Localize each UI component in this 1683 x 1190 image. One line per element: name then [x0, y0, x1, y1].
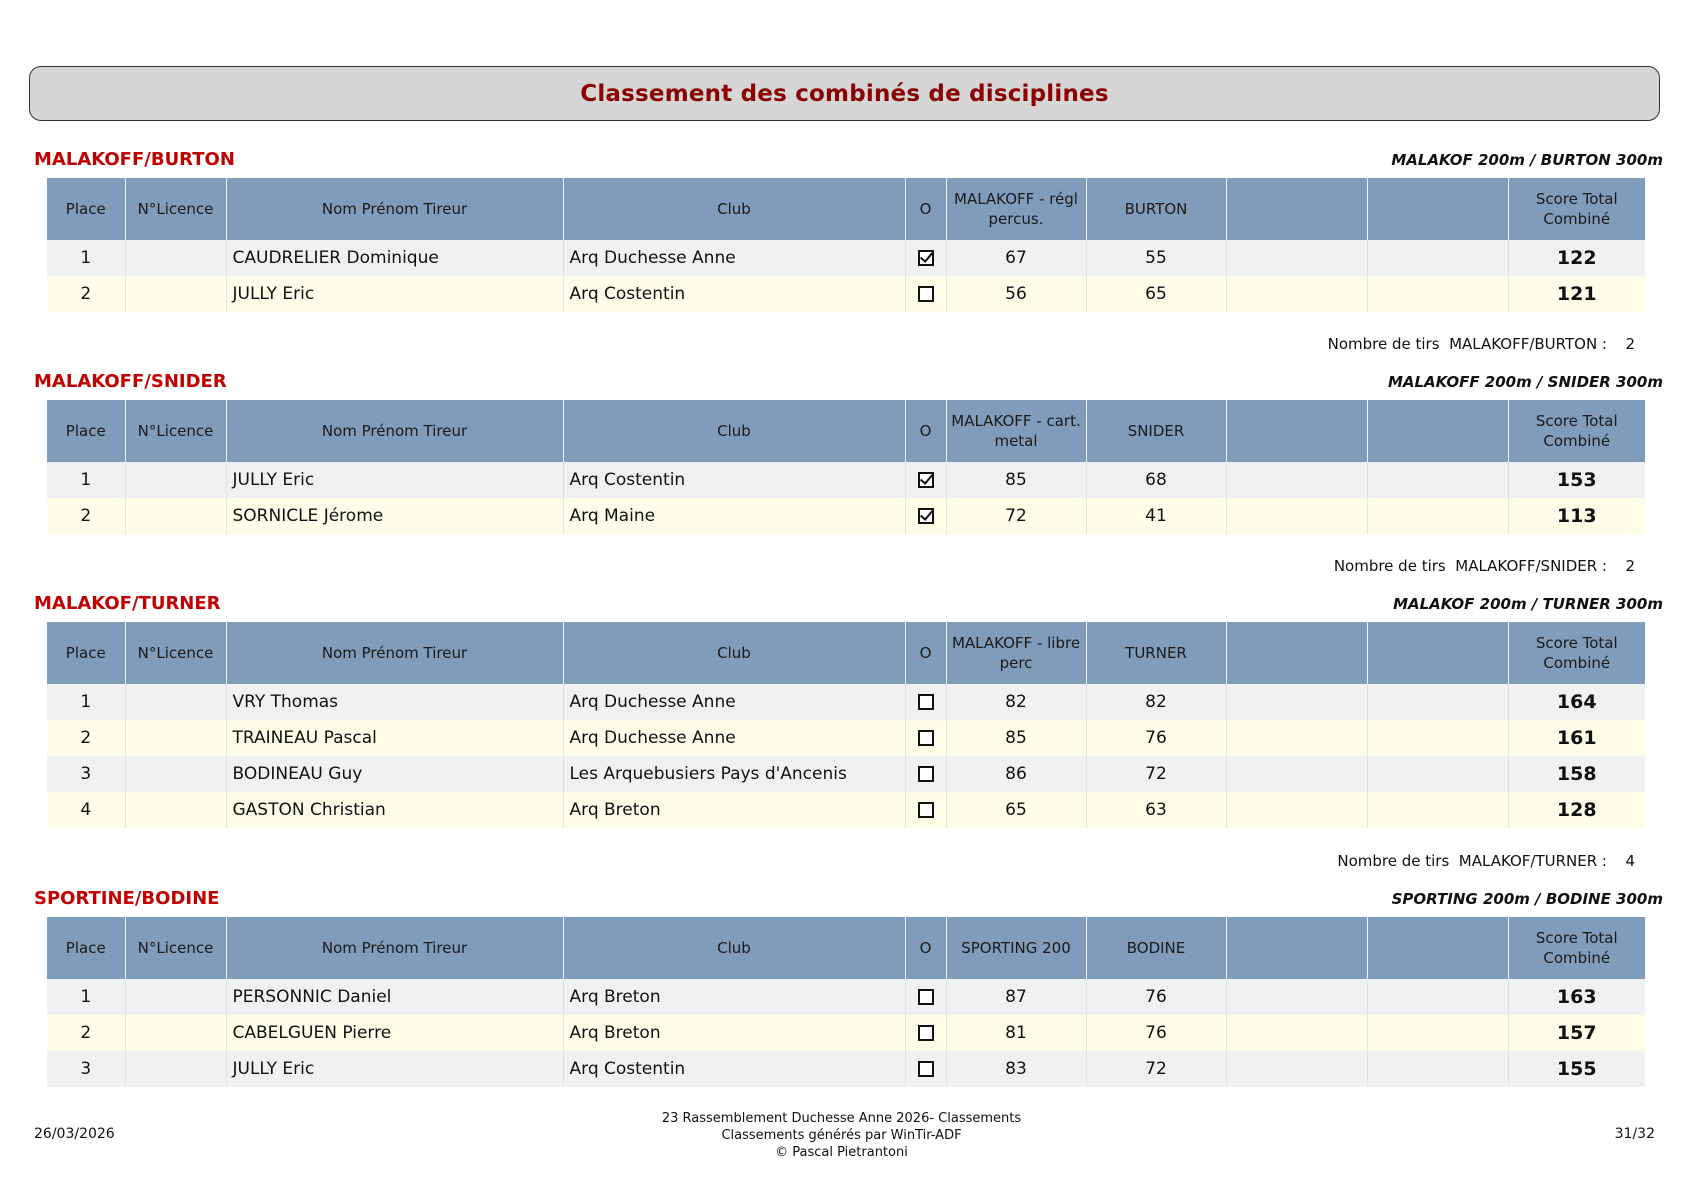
section-subtitle: MALAKOFF 200m / SNIDER 300m [1387, 373, 1663, 391]
cell-score-1: 87 [946, 979, 1086, 1015]
header-o: O [905, 178, 946, 240]
cell-total: 113 [1508, 498, 1645, 534]
checkbox-unchecked-icon [918, 1025, 934, 1041]
header-empty [1226, 622, 1367, 684]
header-place: Place [47, 400, 125, 462]
header-o: O [905, 622, 946, 684]
header-discipline-1: SPORTING 200 [946, 917, 1086, 979]
cell-name: CAUDRELIER Dominique [226, 240, 563, 276]
cell-score-2: 55 [1086, 240, 1226, 276]
cell-empty [1226, 756, 1367, 792]
cell-o [905, 1015, 946, 1051]
cell-score-1: 72 [946, 498, 1086, 534]
header-club: Club [563, 400, 905, 462]
footer-line-2: Classements générés par WinTir-ADF [721, 1128, 962, 1143]
cell-place: 2 [47, 498, 125, 534]
table-row [47, 462, 1645, 498]
cell-score-2: 63 [1086, 792, 1226, 828]
cell-place: 1 [47, 684, 125, 720]
cell-name: SORNICLE Jérome [226, 498, 563, 534]
header-empty [1226, 400, 1367, 462]
cell-empty [1367, 462, 1508, 498]
cell-empty [1367, 240, 1508, 276]
section-title: MALAKOFF/BURTON [34, 149, 235, 170]
cell-total: 158 [1508, 756, 1645, 792]
cell-licence [125, 276, 226, 312]
shot-count [1328, 335, 1635, 353]
table-row [47, 684, 1645, 720]
cell-o [905, 756, 946, 792]
cell-licence [125, 720, 226, 756]
table-row [47, 1051, 1645, 1087]
cell-empty [1367, 979, 1508, 1015]
header-total-score: Score Total Combiné [1508, 178, 1645, 240]
shot-count-value: 2 [1625, 557, 1635, 575]
cell-total: 157 [1508, 1015, 1645, 1051]
header-o: O [905, 400, 946, 462]
header-discipline-2: SNIDER [1086, 400, 1226, 462]
results-table [47, 917, 1645, 1087]
cell-score-1: 56 [946, 276, 1086, 312]
checkbox-checked-icon [918, 508, 934, 524]
section-subtitle: SPORTING 200m / BODINE 300m [1391, 890, 1663, 908]
table-row [47, 720, 1645, 756]
cell-total: 121 [1508, 276, 1645, 312]
results-table [47, 400, 1645, 534]
cell-total: 153 [1508, 462, 1645, 498]
header-name: Nom Prénom Tireur [226, 622, 563, 684]
cell-total: 163 [1508, 979, 1645, 1015]
cell-club: Arq Costentin [563, 276, 905, 312]
cell-score-2: 76 [1086, 979, 1226, 1015]
header-discipline-2: BURTON [1086, 178, 1226, 240]
table-row [47, 498, 1645, 534]
shot-count-label: Nombre de tirs MALAKOFF/BURTON : [1327, 335, 1607, 353]
header-total-score: Score Total Combiné [1508, 917, 1645, 979]
cell-empty [1226, 684, 1367, 720]
table-row [47, 276, 1645, 312]
cell-empty [1226, 720, 1367, 756]
cell-place: 1 [47, 979, 125, 1015]
cell-empty [1226, 1051, 1367, 1087]
cell-score-1: 67 [946, 240, 1086, 276]
cell-o [905, 240, 946, 276]
cell-club: Arq Costentin [563, 1051, 905, 1087]
shot-count [1337, 852, 1635, 870]
header-club: Club [563, 917, 905, 979]
cell-score-2: 76 [1086, 1015, 1226, 1051]
results-table [47, 622, 1645, 828]
shot-count-label: Nombre de tirs MALAKOF/TURNER : [1337, 852, 1607, 870]
cell-name: VRY Thomas [226, 684, 563, 720]
footer-center [0, 1110, 1683, 1161]
cell-empty [1367, 792, 1508, 828]
cell-club: Arq Breton [563, 1015, 905, 1051]
cell-total: 164 [1508, 684, 1645, 720]
table-row [47, 979, 1645, 1015]
shot-count-value: 4 [1625, 852, 1635, 870]
cell-score-2: 41 [1086, 498, 1226, 534]
header-name: Nom Prénom Tireur [226, 917, 563, 979]
cell-score-1: 85 [946, 720, 1086, 756]
results-table [47, 178, 1645, 312]
cell-licence [125, 756, 226, 792]
table-row [47, 792, 1645, 828]
cell-name: BODINEAU Guy [226, 756, 563, 792]
cell-empty [1367, 720, 1508, 756]
shot-count-label: Nombre de tirs MALAKOFF/SNIDER : [1333, 557, 1607, 575]
cell-empty [1226, 462, 1367, 498]
header-discipline-1: MALAKOFF - régl percus. [946, 178, 1086, 240]
header-licence: N°Licence [125, 400, 226, 462]
checkbox-unchecked-icon [918, 766, 934, 782]
cell-score-2: 68 [1086, 462, 1226, 498]
checkbox-checked-icon [918, 472, 934, 488]
checkbox-unchecked-icon [918, 989, 934, 1005]
cell-score-1: 83 [946, 1051, 1086, 1087]
header-club: Club [563, 622, 905, 684]
cell-name: JULLY Eric [226, 1051, 563, 1087]
checkbox-unchecked-icon [918, 286, 934, 302]
cell-empty [1226, 276, 1367, 312]
header-empty [1367, 622, 1508, 684]
cell-o [905, 684, 946, 720]
cell-empty [1226, 979, 1367, 1015]
cell-empty [1226, 1015, 1367, 1051]
header-club: Club [563, 178, 905, 240]
cell-club: Les Arquebusiers Pays d'Ancenis [563, 756, 905, 792]
section-subtitle: MALAKOF 200m / TURNER 300m [1393, 595, 1663, 613]
cell-score-1: 86 [946, 756, 1086, 792]
cell-empty [1367, 684, 1508, 720]
header-place: Place [47, 622, 125, 684]
cell-empty [1367, 276, 1508, 312]
cell-licence [125, 240, 226, 276]
cell-o [905, 462, 946, 498]
header-licence: N°Licence [125, 917, 226, 979]
cell-empty [1226, 792, 1367, 828]
cell-club: Arq Duchesse Anne [563, 684, 905, 720]
cell-o [905, 792, 946, 828]
section-subtitle: MALAKOF 200m / BURTON 300m [1391, 151, 1663, 169]
cell-club: Arq Breton [563, 792, 905, 828]
checkbox-checked-icon [918, 250, 934, 266]
header-discipline-1: MALAKOFF - libre perc [946, 622, 1086, 684]
cell-club: Arq Breton [563, 979, 905, 1015]
checkbox-unchecked-icon [918, 730, 934, 746]
cell-licence [125, 792, 226, 828]
cell-name: GASTON Christian [226, 792, 563, 828]
cell-total: 122 [1508, 240, 1645, 276]
cell-total: 161 [1508, 720, 1645, 756]
table-row [47, 240, 1645, 276]
header-empty [1226, 917, 1367, 979]
cell-o [905, 276, 946, 312]
cell-name: CABELGUEN Pierre [226, 1015, 563, 1051]
header-o: O [905, 917, 946, 979]
cell-name: JULLY Eric [226, 276, 563, 312]
header-total-score: Score Total Combiné [1508, 400, 1645, 462]
header-discipline-2: BODINE [1086, 917, 1226, 979]
cell-name: TRAINEAU Pascal [226, 720, 563, 756]
cell-score-1: 81 [946, 1015, 1086, 1051]
header-name: Nom Prénom Tireur [226, 400, 563, 462]
cell-licence [125, 1015, 226, 1051]
section-title: SPORTINE/BODINE [34, 888, 220, 909]
cell-o [905, 498, 946, 534]
cell-score-2: 65 [1086, 276, 1226, 312]
header-empty [1226, 178, 1367, 240]
cell-score-2: 72 [1086, 1051, 1226, 1087]
footer-line-3: © Pascal Pietrantoni [775, 1145, 908, 1160]
checkbox-unchecked-icon [918, 1061, 934, 1077]
cell-score-2: 72 [1086, 756, 1226, 792]
checkbox-unchecked-icon [918, 802, 934, 818]
table-row [47, 756, 1645, 792]
section-title: MALAKOF/TURNER [34, 593, 221, 614]
footer-page-number: 31/32 [1614, 1126, 1655, 1142]
cell-total: 155 [1508, 1051, 1645, 1087]
table-row [47, 1015, 1645, 1051]
cell-place: 1 [47, 462, 125, 498]
cell-name: PERSONNIC Daniel [226, 979, 563, 1015]
page-title-box [29, 66, 1660, 121]
cell-place: 2 [47, 720, 125, 756]
cell-o [905, 1051, 946, 1087]
cell-name: JULLY Eric [226, 462, 563, 498]
header-licence: N°Licence [125, 178, 226, 240]
checkbox-unchecked-icon [918, 694, 934, 710]
cell-score-2: 82 [1086, 684, 1226, 720]
footer-line-1: 23 Rassemblement Duchesse Anne 2026- Classements [661, 1111, 1022, 1126]
cell-total: 128 [1508, 792, 1645, 828]
cell-o [905, 979, 946, 1015]
cell-empty [1367, 1015, 1508, 1051]
cell-licence [125, 462, 226, 498]
cell-empty [1226, 240, 1367, 276]
cell-licence [125, 979, 226, 1015]
cell-empty [1367, 1051, 1508, 1087]
cell-score-1: 85 [946, 462, 1086, 498]
cell-club: Arq Duchesse Anne [563, 720, 905, 756]
cell-licence [125, 1051, 226, 1087]
header-discipline-1: MALAKOFF - cart. metal [946, 400, 1086, 462]
section-title: MALAKOFF/SNIDER [34, 371, 227, 392]
page-title: Classement des combinés de disciplines [580, 80, 1109, 107]
cell-place: 3 [47, 756, 125, 792]
cell-club: Arq Costentin [563, 462, 905, 498]
cell-place: 3 [47, 1051, 125, 1087]
header-total-score: Score Total Combiné [1508, 622, 1645, 684]
cell-empty [1226, 498, 1367, 534]
header-name: Nom Prénom Tireur [226, 178, 563, 240]
footer-date: 26/03/2026 [34, 1126, 115, 1142]
cell-place: 2 [47, 1015, 125, 1051]
cell-licence [125, 498, 226, 534]
cell-licence [125, 684, 226, 720]
shot-count-value: 2 [1625, 335, 1635, 353]
cell-place: 1 [47, 240, 125, 276]
cell-score-1: 65 [946, 792, 1086, 828]
cell-score-1: 82 [946, 684, 1086, 720]
header-place: Place [47, 917, 125, 979]
cell-club: Arq Maine [563, 498, 905, 534]
header-empty [1367, 178, 1508, 240]
header-empty [1367, 917, 1508, 979]
header-empty [1367, 400, 1508, 462]
header-discipline-2: TURNER [1086, 622, 1226, 684]
cell-empty [1367, 498, 1508, 534]
header-place: Place [47, 178, 125, 240]
cell-place: 4 [47, 792, 125, 828]
cell-score-2: 76 [1086, 720, 1226, 756]
cell-o [905, 720, 946, 756]
shot-count [1334, 557, 1635, 575]
cell-club: Arq Duchesse Anne [563, 240, 905, 276]
header-licence: N°Licence [125, 622, 226, 684]
cell-place: 2 [47, 276, 125, 312]
cell-empty [1367, 756, 1508, 792]
